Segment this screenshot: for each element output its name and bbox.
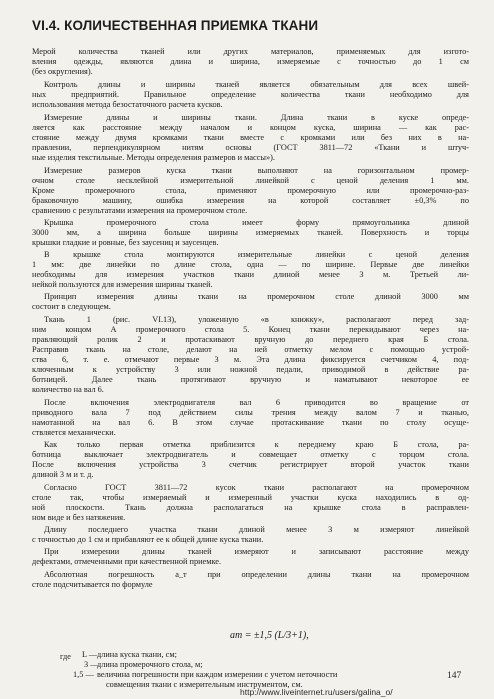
text-line: вления одежды, являются длина и ширина, измеряемые с точностью до 1 см xyxy=(32,57,469,66)
text-line: ства 6, т. е. отмечают первые 3 м. Эта длина фиксируется счетчиком 4, под- xyxy=(32,355,469,364)
text-line: крышки гладкие и ровные, без заусениц и заусенцев. xyxy=(32,238,219,247)
text-line: После включения электродвигателя вал 6 приводится во вращение от xyxy=(44,398,469,407)
text-line: Согласно ГОСТ 3811—72 кусок ткани располагают на промерочном xyxy=(44,483,469,492)
text-line: ботницей. Далее ткань протягивают вручную и наматывают некоторое ее xyxy=(32,375,469,384)
text-line: ним концом А промерочного стола 5. Конец ткани перекидывают через на- xyxy=(32,325,469,334)
text-line: намотанной на вал 6. В этом случае протаскивание ткани по столу осуще- xyxy=(32,418,469,427)
watermark-url: http://www.liveinternet.ru/users/galina_o/ xyxy=(240,687,393,697)
text-line: Расправив ткань на столе, делают на ней отметку мелом с помощью устрой- xyxy=(32,345,469,354)
text-line: ных предприятий. Правильное определение количества ткани необходимо для xyxy=(32,90,469,99)
text-line: сравнению с результатами измерения на промерочном столе. xyxy=(32,206,248,215)
text-line: ные изделия текстильные. Методы определения размеров и массы»). xyxy=(32,153,275,162)
section-heading: VI.4. КОЛИЧЕСТВЕННАЯ ПРИЕМКА ТКАНИ xyxy=(32,18,319,33)
text-line: Кроме промерочного стола, применяют промерочную или промерочно-раз- xyxy=(32,186,469,195)
text-line: столе так, чтобы измеряемый и измеренный участки куска находились в од- xyxy=(32,493,469,502)
text-line: правлении, перпендикулярном нитям основы (ГОСТ 3811—72 «Ткани и штуч- xyxy=(32,143,469,152)
text-line: количество на вал 6. xyxy=(32,385,104,394)
text-line: Абсолютная погрешность a_т при определении длины ткани на промерочном xyxy=(44,570,469,579)
text-line: Длину последнего участка ткани длиной менее 3 м измеряют линейкой xyxy=(44,525,469,534)
text-line: стояние между двумя кромками ткани вместе с кромками или без них в на- xyxy=(32,133,469,142)
text-line: с точностью до 1 см и прибавляют ее к общей длине куска ткани. xyxy=(32,535,264,544)
page-number: 147 xyxy=(447,671,462,681)
text-line: При измерении длины тканей измеряют и записывают расстояние между xyxy=(44,547,469,556)
text-line: правляющий ролик 2 и протаскивают вручную до переднего края Б стола. xyxy=(32,335,469,344)
text-line: очном столе несклейной измерительной линейкой с ценой деления 1 мм. xyxy=(32,176,469,185)
text-line: Как только первая отметка приблизится к переднему краю Б стола, ра- xyxy=(44,440,469,449)
text-line: состоит в следующем. xyxy=(32,302,111,311)
text-line: приводного вала 7 под действием силы трения между валом 7 и тканью, xyxy=(32,408,469,417)
text-line: использования метода безостаточного расчета кусков. xyxy=(32,100,223,109)
legend-text-2: величина погрешности при каждом измерении с учетом неточности xyxy=(97,670,338,679)
legend-text-3: совмещения ткани с измерительным инструментом, см. xyxy=(106,680,303,689)
text-line: столе подсчитывается по формуле xyxy=(32,580,153,589)
text-line: ключенным к устройству 3 или ножной педали, приводимой в действие ра- xyxy=(32,365,469,374)
text-line: 1 мм: две линейки по длине стола, одна — по ширине. Первые две линейки xyxy=(32,260,469,269)
text-line: 3000 мм, а ширина больше ширины измеряемых тканей. Поверхность и торцы xyxy=(32,228,469,237)
text-line: ной плоскости. Ткань должна располагаться на крышке стола в расправлен- xyxy=(32,503,469,512)
text-line: Измерение длины и ширины ткани. Длина ткани в куске опреде- xyxy=(44,113,469,122)
legend-where: где xyxy=(60,652,71,661)
text-line: Ткань 1 (рис. VI.13), уложенную «в книжку», располагают перед зад- xyxy=(44,315,469,324)
text-line: ном виде и без натяжения. xyxy=(32,513,126,522)
legend-sym-0: L — xyxy=(82,650,98,659)
legend-sym-1: 3 — xyxy=(84,660,99,669)
text-line: Крышка промерочного стола имеет форму прямоугольника длиной xyxy=(44,218,469,227)
text-line: браковочную машину, ошибка измерения на которой составляет ±0,3% по xyxy=(32,196,469,205)
legend-sym-2: 1,5 — xyxy=(73,670,94,679)
text-line: ляется как расстояние между началом и концом куска, ширина — как рас- xyxy=(32,123,469,132)
text-line: нейкой пользуются для измерения ширины тканей. xyxy=(32,280,213,289)
text-line: Контроль длины и ширины тканей является обязательным для всех швей- xyxy=(44,80,469,89)
text-line: Мерой количества тканей или других материалов, применяемых для изгото- xyxy=(32,47,469,56)
text-line: необходимы для измерения участков ткани длиной менее 3 м. Третьей ли- xyxy=(32,270,469,279)
legend-text-0: длина куска ткани, см; xyxy=(97,650,177,659)
legend-text-1: длина промерочного стола, м; xyxy=(97,660,203,669)
text-line: ствляется механически. xyxy=(32,428,116,437)
text-line: В крышке стола монтируются измерительные линейки с ценой деления xyxy=(44,250,469,259)
text-line: Измерение размеров куска ткани выполняют на горизонтальном промер- xyxy=(44,166,469,175)
text-line: (без округления). xyxy=(32,67,93,76)
text-line: После включения устройства 3 счетчик регистрирует второй участок ткани xyxy=(32,460,469,469)
text-line: ботница выключает электродвигатель и совмещает отметку с торцом стола. xyxy=(32,450,469,459)
text-line: Принцип измерения длины ткани на промерочном столе длиной 3000 мм xyxy=(44,292,469,301)
formula: aт = ±1,5 (L/3+1), xyxy=(230,630,309,641)
text-line: дефектами, отмеченными при качественной приемке. xyxy=(32,557,222,566)
text-line: длиной 3 м и т. д. xyxy=(32,470,94,479)
